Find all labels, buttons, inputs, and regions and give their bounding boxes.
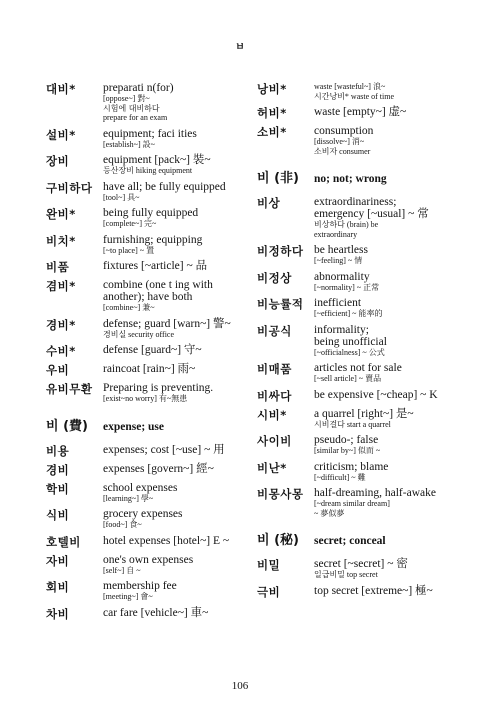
example-line: 시험에 대비하다 xyxy=(103,103,160,113)
entry-definition xyxy=(314,585,467,599)
definition-line: preparati n(for) xyxy=(103,82,174,94)
definition-line: pseudo-; false xyxy=(314,434,379,446)
entry-headword: 회비 xyxy=(46,580,70,594)
dictionary-entry xyxy=(257,106,467,120)
entry-headword: 비상 xyxy=(257,196,281,210)
entry-definition xyxy=(103,444,258,458)
dictionary-entry xyxy=(257,362,467,384)
definition-line: combine (one t ing with xyxy=(103,279,213,291)
entry-headword: 우비 xyxy=(46,363,70,377)
entry-headword: 비몽사몽 xyxy=(257,487,304,501)
dictionary-entry xyxy=(46,344,258,358)
definition-line: being fully equipped xyxy=(103,207,199,219)
example-line: [~sell article] ~ 賣品 xyxy=(314,374,382,383)
entry-headword: 소비* xyxy=(257,125,287,139)
entry-definition xyxy=(314,535,467,547)
entry-headword: 비품 xyxy=(46,260,70,274)
example-line: 시비걸다 start a quarrel xyxy=(314,419,391,429)
definition-line: defense [guard~] 守~ xyxy=(103,344,202,356)
entry-headword: 비능률적 xyxy=(257,297,304,311)
entry-headword: 유비무환 xyxy=(46,382,93,396)
definition-line: a quarrel [right~] 是~ xyxy=(314,407,414,420)
definition-line: car fare [vehicle~] 車~ xyxy=(103,606,209,619)
entry-headword: 경비 xyxy=(46,462,70,477)
definition-line: secret [~secret] ~ 密 xyxy=(314,558,408,570)
example-line: 경비실 security office xyxy=(103,329,175,339)
definition-line: being unofficial xyxy=(314,335,387,348)
dictionary-entry xyxy=(46,207,258,229)
example-line: [similar by~] 似而 ~ xyxy=(314,446,381,455)
definition-line: fixtures [~article] ~ 品 xyxy=(103,260,208,272)
entry-definition xyxy=(314,324,467,358)
entry-definition xyxy=(103,154,258,176)
entry-definition xyxy=(103,535,258,549)
example-line: [~to place] ~ 置 xyxy=(103,245,155,255)
entry-definition xyxy=(103,128,258,150)
entry-definition xyxy=(314,558,467,580)
definition-line: expenses; cost [~use] ~ 用 xyxy=(103,443,225,456)
definition-line: expense; use xyxy=(103,420,165,433)
example-line: 시간낭비* waste of time xyxy=(314,91,395,101)
entry-headword: 사이비 xyxy=(257,434,292,448)
entry-definition xyxy=(314,408,467,430)
entry-definition xyxy=(103,234,258,256)
example-line: 소비자 consumer xyxy=(314,146,371,156)
definition-line: be heartless xyxy=(314,244,368,256)
example-line: [complete~] 完~ xyxy=(103,219,157,228)
dictionary-entry xyxy=(257,461,467,483)
definition-line: have all; be fully equipped xyxy=(103,180,226,193)
example-line: [combine~] 兼~ xyxy=(103,303,155,312)
definition-line: Preparing is preventing. xyxy=(103,382,214,394)
dictionary-entry xyxy=(46,260,258,274)
dictionary-entry xyxy=(257,82,467,101)
entry-headword: 비매품 xyxy=(257,362,292,376)
definition-line: one's own expenses xyxy=(103,553,194,566)
dictionary-entry xyxy=(257,244,467,266)
entry-definition xyxy=(103,344,258,358)
entry-headword: 비정하다 xyxy=(257,244,304,258)
definition-line: extraordinariness; xyxy=(314,196,397,208)
entry-headword: 비밀 xyxy=(257,558,281,572)
dictionary-entry xyxy=(46,279,258,313)
dictionary-entry xyxy=(46,363,258,377)
entry-headword: 완비* xyxy=(46,207,76,221)
definition-line: inefficient xyxy=(314,297,362,309)
definition-line: consumption xyxy=(314,125,374,137)
example-line: extraordinary xyxy=(314,229,358,239)
entry-headword: 비공식 xyxy=(257,323,292,338)
dictionary-entry xyxy=(257,434,467,456)
example-line: [meeting~] 會~ xyxy=(103,592,153,601)
entry-definition xyxy=(314,271,467,293)
left-column xyxy=(46,82,258,626)
example-line: [~dream similar dream] xyxy=(314,499,390,508)
entry-definition xyxy=(314,389,467,403)
entry-definition xyxy=(314,362,467,384)
entry-definition xyxy=(103,207,258,229)
entry-headword: 비난* xyxy=(257,460,287,475)
entry-headword: 비치* xyxy=(46,233,76,248)
example-line: [dissolve~] 消~ xyxy=(314,137,365,146)
entry-headword: 학비 xyxy=(46,481,70,496)
definition-line: equipment [pack~] 裝~ xyxy=(103,154,211,166)
definition-line: emergency [~usual] ~ 常 xyxy=(314,208,429,220)
dictionary-entry xyxy=(46,154,258,176)
dictionary-entry xyxy=(46,82,258,123)
example-line: [establish~] 設~ xyxy=(103,139,155,149)
dictionary-entry xyxy=(46,580,258,602)
page-number: 106 xyxy=(231,680,249,692)
example-line: [food~] 食~ xyxy=(103,520,142,529)
entry-headword: 낭비* xyxy=(257,82,287,96)
entry-headword: 자비 xyxy=(46,553,70,568)
entry-headword: 경비* xyxy=(46,317,76,332)
example-line: [tool~] 具~ xyxy=(103,192,140,202)
dictionary-entry xyxy=(46,318,258,340)
section-heading xyxy=(46,420,258,434)
entry-headword: 대비* xyxy=(46,82,76,96)
entry-definition xyxy=(314,173,467,185)
entry-headword: 식비 xyxy=(46,508,70,522)
entry-definition xyxy=(314,244,467,266)
entry-definition xyxy=(103,508,258,530)
entry-definition xyxy=(103,318,258,340)
entry-definition xyxy=(103,580,258,602)
dictionary-entry xyxy=(46,128,258,150)
dictionary-entry xyxy=(257,558,467,580)
dictionary-entry xyxy=(257,487,467,518)
example-line: ~ 夢似夢 xyxy=(314,508,345,518)
definition-line: articles not for sale xyxy=(314,362,402,374)
definition-line: no; not; wrong xyxy=(314,173,387,185)
entry-definition xyxy=(103,181,258,203)
entry-headword: 설비* xyxy=(46,127,76,142)
entry-headword: 호텔비 xyxy=(46,534,81,549)
definition-line: membership fee xyxy=(103,580,177,592)
entry-definition xyxy=(314,461,467,483)
definition-line: expenses [govern~] 經~ xyxy=(103,462,214,475)
entry-headword: 구비하다 xyxy=(46,180,93,195)
page-letter: ㅂ xyxy=(235,42,245,53)
definition-line: raincoat [rain~] 雨~ xyxy=(103,363,196,375)
example-line: prepare for an exam xyxy=(103,113,168,122)
example-line: [~normality] ~ 正常 xyxy=(314,282,380,292)
dictionary-entry xyxy=(257,389,467,403)
dictionary-entry xyxy=(257,408,467,430)
example-line: [~efficient] ~ 能率的 xyxy=(314,309,383,318)
entry-headword: 수비* xyxy=(46,344,76,358)
dictionary-entry xyxy=(257,196,467,239)
entry-definition xyxy=(103,363,258,377)
dictionary-entry xyxy=(46,234,258,256)
section-character: 비 (費) xyxy=(46,418,88,434)
entry-headword: 장비 xyxy=(46,154,70,168)
definition-line: abnormality xyxy=(314,270,370,283)
example-line: [self~] 自 ~ xyxy=(103,565,141,575)
entry-definition xyxy=(314,125,467,156)
example-line: [learning~] 學~ xyxy=(103,493,154,503)
definition-line: grocery expenses xyxy=(103,508,183,520)
entry-headword: 겸비* xyxy=(46,279,76,293)
dictionary-entry xyxy=(46,535,258,549)
dictionary-entry xyxy=(257,297,467,319)
definition-line: half-dreaming, half-awake xyxy=(314,487,436,499)
entry-definition xyxy=(103,607,258,621)
entry-definition xyxy=(103,279,258,313)
dictionary-entry xyxy=(46,382,258,404)
definition-line: secret; conceal xyxy=(314,535,386,547)
entry-definition xyxy=(314,82,467,101)
entry-definition xyxy=(314,487,467,518)
section-heading xyxy=(257,534,467,548)
dictionary-entry xyxy=(46,181,258,203)
dictionary-entry xyxy=(257,271,467,293)
entry-definition xyxy=(103,482,258,504)
definition-line: furnishing; equipping xyxy=(103,233,203,246)
definition-line: school expenses xyxy=(103,481,178,494)
entry-definition xyxy=(103,260,258,274)
entry-headword: 허비* xyxy=(257,106,287,120)
example-line: waste [wasteful~] 浪~ xyxy=(314,82,386,91)
entry-headword: 차비 xyxy=(46,606,70,621)
definition-line: criticism; blame xyxy=(314,460,389,473)
entry-definition xyxy=(314,297,467,319)
example-line: 등산장비 hiking equipment xyxy=(103,166,193,175)
right-column xyxy=(257,82,467,604)
example-line: [~feeling] ~ 情 xyxy=(314,256,363,265)
definition-line: be expensive [~cheap] ~ K xyxy=(314,388,438,401)
dictionary-entry xyxy=(46,607,258,621)
example-line: [~officialness] ~ 公式 xyxy=(314,347,385,357)
example-line: 비상하다 (brain) be xyxy=(314,220,379,229)
definition-line: informality; xyxy=(314,323,369,336)
entry-definition xyxy=(314,434,467,456)
entry-headword: 비용 xyxy=(46,443,70,458)
entry-definition xyxy=(103,421,258,433)
section-character: 비 (非) xyxy=(257,171,299,186)
dictionary-entry xyxy=(46,482,258,504)
dictionary-entry xyxy=(46,463,258,477)
dictionary-entry xyxy=(46,508,258,530)
dictionary-entry xyxy=(46,554,258,576)
example-line: 일급비밀 top secret xyxy=(314,570,378,579)
dictionary-entry xyxy=(257,125,467,156)
definition-line: another); have both xyxy=(103,291,193,303)
entry-headword: 시비* xyxy=(257,407,287,422)
section-character: 비 (秘) xyxy=(257,533,299,548)
dictionary-entry xyxy=(257,585,467,599)
definition-line: defense; guard [warn~] 警~ xyxy=(103,317,231,330)
entry-headword: 극비 xyxy=(257,584,281,599)
definition-line: equipment; faci ities xyxy=(103,127,197,140)
entry-definition xyxy=(103,554,258,576)
entry-headword: 비싸다 xyxy=(257,388,292,403)
entry-definition xyxy=(314,196,467,239)
definition-line: top secret [extreme~] 極~ xyxy=(314,584,433,597)
dictionary-entry xyxy=(257,324,467,358)
dictionary-entry xyxy=(46,444,258,458)
example-line: [~difficult] ~ 難 xyxy=(314,472,366,482)
example-line: [exist~no worry] 有~無患 xyxy=(103,394,188,403)
entry-definition xyxy=(103,82,258,123)
entry-definition xyxy=(314,106,467,120)
entry-definition xyxy=(103,463,258,477)
example-line: [oppose~] 對~ xyxy=(103,94,150,103)
entry-headword: 비정상 xyxy=(257,270,292,285)
definition-line: hotel expenses [hotel~] E ~ xyxy=(103,534,230,547)
definition-line: waste [empty~] 虚~ xyxy=(314,106,407,118)
section-heading xyxy=(257,172,467,186)
entry-definition xyxy=(103,382,258,404)
